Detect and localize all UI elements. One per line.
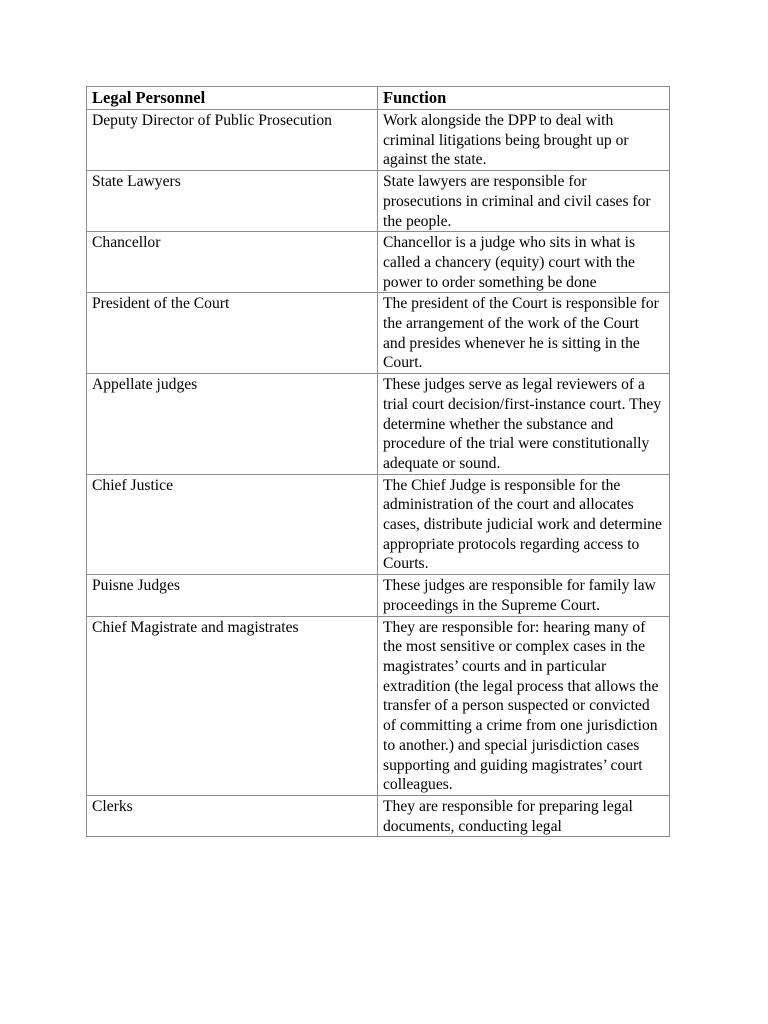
table-row (87, 374, 670, 475)
table-row (87, 293, 670, 374)
function-cell: The Chief Judge is responsible for the administration of the court and allocates cases, distribute judicial work and determine appropriate protocols regarding access to Courts. (378, 474, 670, 575)
personnel-cell: Chancellor (87, 232, 378, 293)
table-row (87, 474, 670, 575)
table-row (87, 795, 670, 836)
personnel-cell: Puisne Judges (87, 575, 378, 616)
header-function: Function (378, 87, 670, 110)
legal-personnel-table (86, 86, 670, 837)
table-row (87, 616, 670, 795)
personnel-cell: Clerks (87, 795, 378, 836)
personnel-cell: President of the Court (87, 293, 378, 374)
function-cell: They are responsible for preparing legal documents, conducting legal (378, 795, 670, 836)
table-row (87, 171, 670, 232)
personnel-cell: Appellate judges (87, 374, 378, 475)
function-cell: These judges serve as legal reviewers of a trial court decision/first-instance court. They determine whether the substance and procedure of the trial were constitutionally adequate or sound. (378, 374, 670, 475)
header-legal-personnel: Legal Personnel (87, 87, 378, 110)
personnel-cell: Deputy Director of Public Prosecution (87, 110, 378, 171)
personnel-cell: State Lawyers (87, 171, 378, 232)
function-cell: State lawyers are responsible for prosecutions in criminal and civil cases for the people. (378, 171, 670, 232)
table-row (87, 575, 670, 616)
table-header-row (87, 87, 670, 110)
function-cell: The president of the Court is responsible for the arrangement of the work of the Court and presides whenever he is sitting in the Court. (378, 293, 670, 374)
table-row (87, 110, 670, 171)
function-cell: They are responsible for: hearing many of the most sensitive or complex cases in the magistrates’ courts and in particular extradition (the legal process that allows the transfer of a person suspected or convicted of committing a crime from one jurisdiction to another.) and special jurisdiction cases supporting and guiding magistrates’ court colleagues. (378, 616, 670, 795)
function-cell: Work alongside the DPP to deal with criminal litigations being brought up or against the state. (378, 110, 670, 171)
table-row (87, 232, 670, 293)
function-cell: Chancellor is a judge who sits in what is called a chancery (equity) court with the power to order something be done (378, 232, 670, 293)
personnel-cell: Chief Magistrate and magistrates (87, 616, 378, 795)
function-cell: These judges are responsible for family law proceedings in the Supreme Court. (378, 575, 670, 616)
personnel-cell: Chief Justice (87, 474, 378, 575)
